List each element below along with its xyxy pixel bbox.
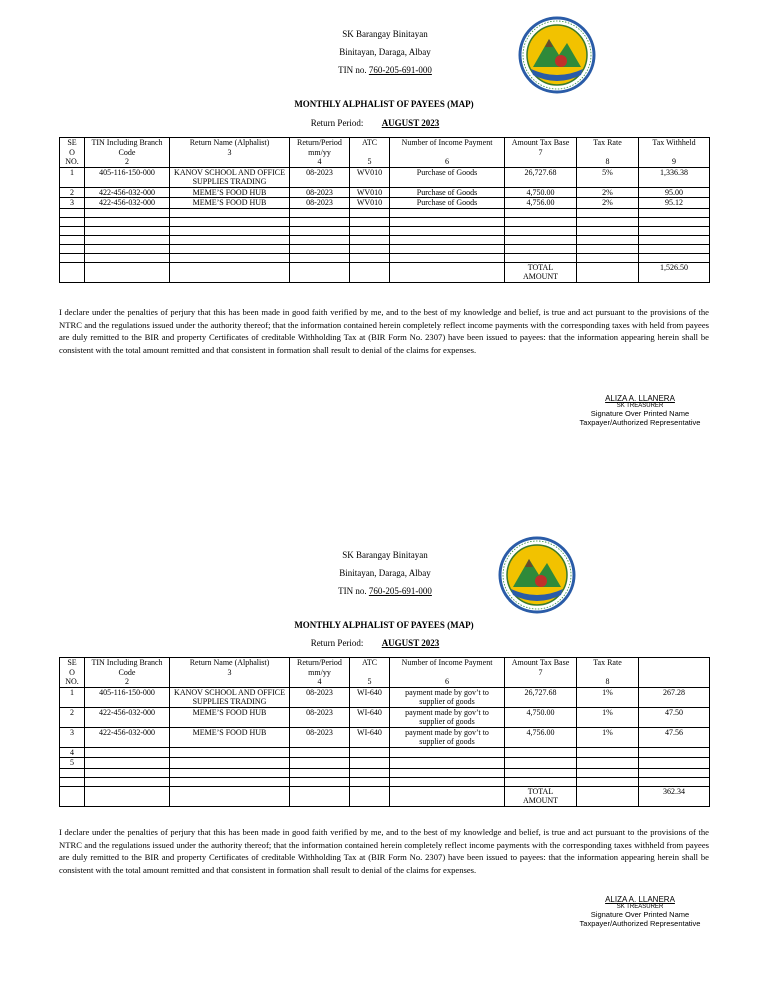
empty-row bbox=[60, 235, 710, 244]
table-row bbox=[60, 167, 710, 187]
cell-withheld: 47.56 bbox=[639, 727, 710, 747]
col-header: Return/Period mm/yy 4 bbox=[290, 138, 350, 168]
cell-name: MEME’S FOOD HUB bbox=[170, 707, 290, 727]
cell-tin: 422-456-032-000 bbox=[85, 198, 170, 209]
declaration-text: I declare under the penalties of perjury that this has been made in good faith verified by me, and to the best of my knowledge and belief, is true and act pursuant to the provisions of the NTRC and the regulations issued under the authority thereof; that the information contained herein completely reflect income payments with the corresponding taxes withheld from payees are duly remitted to the BIR and property Certificates of creditable Withholding Tax at (BIR Form No. 2307) have been issued to payees: that the information appearing herein shall be consistent with the total amount remitted and that consistent in formation shall result to denial of the claims for expenses. bbox=[59, 827, 709, 876]
table-row bbox=[60, 687, 710, 707]
col-header: Number of Income Payment 6 bbox=[390, 658, 505, 688]
cell-no: 2 bbox=[60, 707, 85, 727]
cell-payment: payment made by gov’t to supplier of goods bbox=[390, 707, 505, 727]
cell-period: 08-2023 bbox=[290, 187, 350, 198]
header-block bbox=[300, 25, 470, 79]
col-header: TIN Including Branch Code 2 bbox=[85, 138, 170, 168]
empty-row bbox=[60, 768, 710, 777]
table-header-row bbox=[60, 138, 710, 168]
cell-atc: WI-640 bbox=[350, 707, 390, 727]
col-header: Return Name (Alphalist) 3 bbox=[170, 138, 290, 168]
col-header: Amount Tax Base 7 bbox=[505, 658, 577, 688]
total-value: 1,526.50 bbox=[639, 262, 710, 282]
form-title: MONTHLY ALPHALIST OF PAYEES (MAP) bbox=[294, 620, 474, 630]
cell-name: MEME’S FOOD HUB bbox=[170, 727, 290, 747]
cell-name: MEME’S FOOD HUB bbox=[170, 198, 290, 209]
empty-row bbox=[60, 208, 710, 217]
signatory-position: SK TREASURER bbox=[616, 403, 664, 409]
col-header: Tax Withheld 9 bbox=[639, 138, 710, 168]
signature-block bbox=[560, 394, 720, 427]
signature-block bbox=[560, 895, 720, 928]
cell-no: 1 bbox=[60, 167, 85, 187]
cell-rate: 1% bbox=[577, 687, 639, 707]
return-period: Return Period: AUGUST 2023 bbox=[310, 638, 440, 648]
col-header: Amount Tax Base 7 bbox=[505, 138, 577, 168]
total-value: 362.34 bbox=[639, 786, 710, 806]
col-header bbox=[639, 658, 710, 688]
cell-atc: WV010 bbox=[350, 198, 390, 209]
cell-name: KANOV SCHOOL AND OFFICE SUPPLIES TRADING bbox=[170, 167, 290, 187]
header-block bbox=[300, 546, 470, 600]
cell-tin: 422-456-032-000 bbox=[85, 727, 170, 747]
alphalist-table bbox=[59, 137, 710, 283]
cell-period: 08-2023 bbox=[290, 727, 350, 747]
cell-base: 4,756.00 bbox=[505, 727, 577, 747]
cell-atc: WV010 bbox=[350, 187, 390, 198]
total-row bbox=[60, 262, 710, 282]
table-row bbox=[60, 727, 710, 747]
cell-rate: 2% bbox=[577, 198, 639, 209]
col-header: Tax Rate 8 bbox=[577, 138, 639, 168]
cell-payment: payment made by gov’t to supplier of goods bbox=[390, 727, 505, 747]
cell-period: 08-2023 bbox=[290, 167, 350, 187]
cell-base: 26,727.68 bbox=[505, 167, 577, 187]
signatory-name: ALIZA A. LLANERA bbox=[605, 895, 675, 904]
signature-caption: Taxpayer/Authorized Representative bbox=[579, 418, 701, 427]
cell-atc: WV010 bbox=[350, 167, 390, 187]
col-header: Number of Income Payment 6 bbox=[390, 138, 505, 168]
col-header: ATC 5 bbox=[350, 138, 390, 168]
org-tin: TIN no. 760-205-691-000 bbox=[338, 65, 432, 75]
cell-base: 4,756.00 bbox=[505, 198, 577, 209]
cell-base: 4,750.00 bbox=[505, 187, 577, 198]
cell-atc: WI-640 bbox=[350, 727, 390, 747]
form-title: MONTHLY ALPHALIST OF PAYEES (MAP) bbox=[294, 99, 474, 109]
declaration-text: I declare under the penalties of perjury that this has been made in good faith verified by me, and to the best of my knowledge and belief, is true and act pursuant to the provisions of the NTRC and the regulations issued under the authority thereof; that the information contained herein completely reflect income payments with the corresponding taxes with held from payees are duly remitted to the BIR and property Certificates of creditable Withholding Tax at (BIR Form No. 2307) have been issued to payees: that the information appearing herein shall be consistent with the total amount remitted and that consistent in formation shall result to denial of the claims for expenses. bbox=[59, 307, 709, 356]
col-header: Tax Rate 8 bbox=[577, 658, 639, 688]
cell-tin: 405-116-150-000 bbox=[85, 167, 170, 187]
cell-period: 08-2023 bbox=[290, 687, 350, 707]
signatory-position: SK TREASURER bbox=[616, 904, 664, 910]
cell-payment: payment made by gov’t to supplier of goods bbox=[390, 687, 505, 707]
signature-caption: Signature Over Printed Name bbox=[590, 910, 690, 919]
org-address: Binitayan, Daraga, Albay bbox=[339, 47, 431, 57]
cell-atc: WI-640 bbox=[350, 687, 390, 707]
sk-seal-logo bbox=[497, 535, 577, 615]
empty-row bbox=[60, 253, 710, 262]
cell-period: 08-2023 bbox=[290, 707, 350, 727]
cell-withheld: 95.12 bbox=[639, 198, 710, 209]
signatory-name: ALIZA A. LLANERA bbox=[605, 394, 675, 403]
col-header: Return/Period mm/yy 4 bbox=[290, 658, 350, 688]
cell-no: 3 bbox=[60, 727, 85, 747]
cell-withheld: 1,336.38 bbox=[639, 167, 710, 187]
sk-seal-logo bbox=[517, 15, 597, 95]
empty-row bbox=[60, 244, 710, 253]
cell-rate: 1% bbox=[577, 727, 639, 747]
alphalist-table bbox=[59, 657, 710, 807]
col-header: SE O NO. bbox=[60, 658, 85, 688]
org-name: SK Barangay Binitayan bbox=[342, 29, 428, 39]
cell-withheld: 47.50 bbox=[639, 707, 710, 727]
col-header: ATC 5 bbox=[350, 658, 390, 688]
org-tin: TIN no. 760-205-691-000 bbox=[338, 586, 432, 596]
cell-payment: Purchase of Goods bbox=[390, 167, 505, 187]
cell-rate: 5% bbox=[577, 167, 639, 187]
cell-payment: Purchase of Goods bbox=[390, 187, 505, 198]
empty-row bbox=[60, 747, 710, 758]
cell-base: 26,727.68 bbox=[505, 687, 577, 707]
total-label: TOTAL AMOUNT bbox=[505, 786, 577, 806]
cell-rate: 2% bbox=[577, 187, 639, 198]
org-address: Binitayan, Daraga, Albay bbox=[339, 568, 431, 578]
table-row bbox=[60, 198, 710, 209]
cell-no: 3 bbox=[60, 198, 85, 209]
cell-withheld: 95.00 bbox=[639, 187, 710, 198]
empty-row bbox=[60, 777, 710, 786]
table-row bbox=[60, 187, 710, 198]
cell-period: 08-2023 bbox=[290, 198, 350, 209]
col-header: SE O NO. bbox=[60, 138, 85, 168]
table-row bbox=[60, 707, 710, 727]
cell-no: 2 bbox=[60, 187, 85, 198]
cell-no: 1 bbox=[60, 687, 85, 707]
empty-row bbox=[60, 758, 710, 769]
signature-caption: Taxpayer/Authorized Representative bbox=[579, 919, 701, 928]
cell-name: KANOV SCHOOL AND OFFICE SUPPLIES TRADING bbox=[170, 687, 290, 707]
empty-row bbox=[60, 217, 710, 226]
col-header: TIN Including Branch Code 2 bbox=[85, 658, 170, 688]
table-header-row bbox=[60, 658, 710, 688]
col-header: Return Name (Alphalist) 3 bbox=[170, 658, 290, 688]
cell-base: 4,750.00 bbox=[505, 707, 577, 727]
return-period: Return Period: AUGUST 2023 bbox=[310, 118, 440, 128]
empty-row bbox=[60, 226, 710, 235]
cell-no: 4 bbox=[60, 747, 85, 758]
cell-name: MEME’S FOOD HUB bbox=[170, 187, 290, 198]
total-label: TOTAL AMOUNT bbox=[505, 262, 577, 282]
cell-no: 5 bbox=[60, 758, 85, 769]
signature-caption: Signature Over Printed Name bbox=[590, 409, 690, 418]
cell-withheld: 267.28 bbox=[639, 687, 710, 707]
org-name: SK Barangay Binitayan bbox=[342, 550, 428, 560]
total-row bbox=[60, 786, 710, 806]
cell-tin: 422-456-032-000 bbox=[85, 187, 170, 198]
cell-payment: Purchase of Goods bbox=[390, 198, 505, 209]
cell-rate: 1% bbox=[577, 707, 639, 727]
cell-tin: 405-116-150-000 bbox=[85, 687, 170, 707]
cell-tin: 422-456-032-000 bbox=[85, 707, 170, 727]
